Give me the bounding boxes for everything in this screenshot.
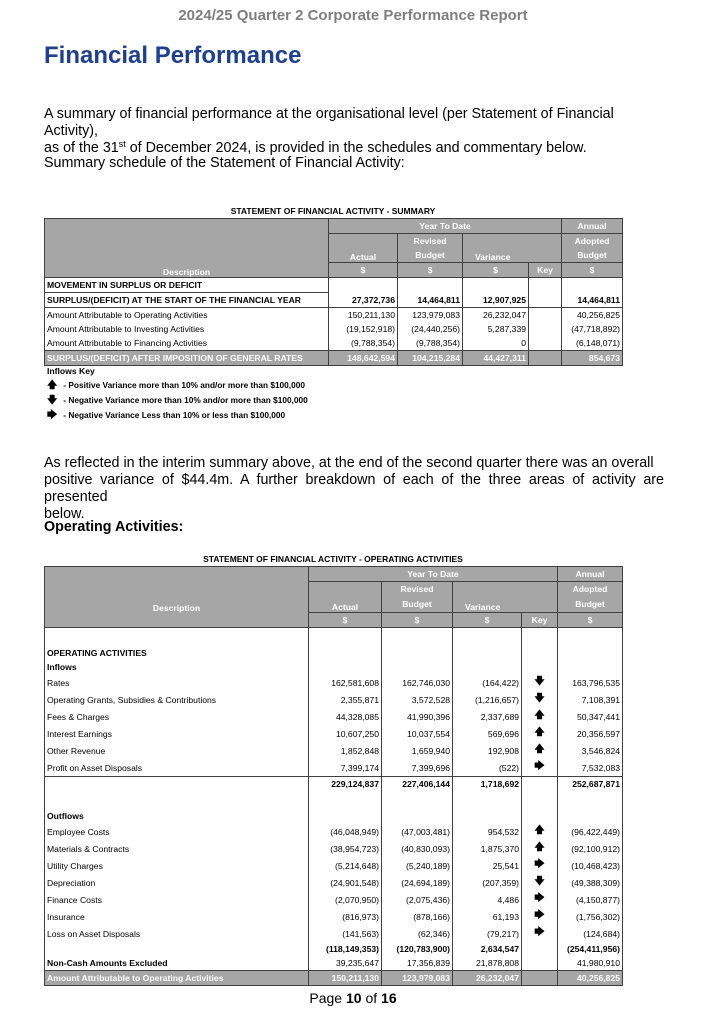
table-row <box>45 840 623 857</box>
key-item-text: - Negative Variance Less than 10% or less than $100,000 <box>61 410 286 420</box>
cell-actual: (5,214,648) <box>309 857 382 874</box>
cell-key <box>529 293 562 308</box>
table-row <box>45 308 623 323</box>
total-revised: 123,979,083 <box>382 971 453 986</box>
row-description: Interest Earnings <box>45 725 309 742</box>
inflows-key-title: Inflows Key <box>47 366 95 376</box>
arrow-right-icon: 🡆 <box>522 908 558 925</box>
cell-revised: (878,166) <box>382 908 453 925</box>
intro-line-1: A summary of financial performance at the organisational level (per Statement of Financial Activity), <box>44 106 614 139</box>
cell-revised: (24,694,189) <box>382 874 453 891</box>
cell-annual: 40,256,825 <box>562 308 623 323</box>
intro-superscript: st <box>118 139 126 149</box>
cell-annual: (10,468,423) <box>558 857 623 874</box>
col-header-description: Description <box>45 219 329 278</box>
arrow-up-icon: 🡅 <box>522 725 558 742</box>
subtotal-key <box>522 942 558 956</box>
cell-key <box>529 336 562 351</box>
subtotal-annual: 252,687,871 <box>558 777 623 792</box>
cell-revised: 162,746,030 <box>382 674 453 691</box>
subtotal-actual: (118,149,353) <box>309 942 382 956</box>
cell-revised: 41,990,396 <box>382 708 453 725</box>
cell-annual: 163,796,535 <box>558 674 623 691</box>
cell-key <box>529 322 562 336</box>
total-variance: 26,232,047 <box>453 971 522 986</box>
row-description: Insurance <box>45 908 309 925</box>
spacer-row <box>45 628 623 647</box>
cell-annual: 7,532,083 <box>558 759 623 777</box>
table-row <box>45 322 623 336</box>
row-description: Other Revenue <box>45 742 309 759</box>
arrow-right-icon: 🡆 <box>522 759 558 777</box>
arrow-right-icon: 🡆 <box>522 891 558 908</box>
section-row <box>45 646 623 660</box>
arrow-right-icon: 🡆 <box>522 925 558 942</box>
col-header-annual: Annual <box>558 567 623 582</box>
col-header-revised-budget: Revised Budget <box>382 582 453 613</box>
row-description: Amount Attributable to Financing Activities <box>45 336 329 351</box>
footer-middle: of <box>361 990 382 1006</box>
schedule-label: Summary schedule of the Statement of Financial Activity: <box>44 155 405 171</box>
row-description: Non-Cash Amounts Excluded <box>45 956 309 971</box>
page-total: 16 <box>381 990 397 1006</box>
table-row <box>45 857 623 874</box>
inflows-subtotal-row <box>45 777 623 792</box>
cell-variance: (522) <box>453 759 522 777</box>
cell-actual: 27,372,736 <box>329 293 398 308</box>
cell-annual: (49,388,309) <box>558 874 623 891</box>
cell-revised: (47,003,481) <box>382 823 453 840</box>
col-header-ytd: Year To Date <box>329 219 562 234</box>
subtotal-revised: 227,406,144 <box>382 777 453 792</box>
total-description: SURPLUS/(DEFICIT) AFTER IMPOSITION OF GENERAL RATES <box>45 351 329 366</box>
operating-table <box>44 566 623 986</box>
cell-revised: 3,572,528 <box>382 691 453 708</box>
table-row <box>45 823 623 840</box>
section-row <box>45 278 623 293</box>
cell-annual: (1,756,302) <box>558 908 623 925</box>
cell-revised: 7,399,696 <box>382 759 453 777</box>
section-label: OPERATING ACTIVITIES <box>45 646 309 660</box>
total-revised: 104,215,284 <box>398 351 463 366</box>
cell-actual: (46,048,949) <box>309 823 382 840</box>
inflows-label: Inflows <box>45 660 309 674</box>
table-row <box>45 293 623 308</box>
commentary-line-2: positive variance of $44.4m. A further breakdown of each of the three areas of activity are presented <box>44 472 664 505</box>
key-item-text: - Positive Variance more than 10% and/or more than $100,000 <box>61 380 305 390</box>
col-header-adopted-budget: Adopted Budget <box>558 582 623 613</box>
col-header-description: Description <box>45 567 309 628</box>
cell-annual: (6,148,071) <box>562 336 623 351</box>
row-description: Fees & Charges <box>45 708 309 725</box>
cell-actual: (38,954,723) <box>309 840 382 857</box>
row-description: SURPLUS/(DEFICIT) AT THE START OF THE FINANCIAL YEAR <box>45 293 329 308</box>
table-row <box>45 742 623 759</box>
arrow-down-icon: 🡇 <box>522 674 558 691</box>
arrow-up-icon: 🡅 <box>522 708 558 725</box>
col-header-adopted-budget: Adopted Budget <box>562 234 623 263</box>
commentary-line-1: As reflected in the interim summary above, at the end of the second quarter there was an overall <box>44 455 654 471</box>
col-header-actual: Actual <box>329 234 398 263</box>
cell-actual: (9,788,354) <box>329 336 398 351</box>
cell-revised: (62,346) <box>382 925 453 942</box>
cell-revised: (2,075,436) <box>382 891 453 908</box>
operating-table-caption: STATEMENT OF FINANCIAL ACTIVITY - OPERATING ACTIVITIES <box>203 554 463 564</box>
col-header-key: Key <box>529 263 562 278</box>
cell-variance: 61,193 <box>453 908 522 925</box>
col-header-key: Key <box>522 613 558 628</box>
cell-revised: 14,464,811 <box>398 293 463 308</box>
cell-annual: (4,150,877) <box>558 891 623 908</box>
unit-variance: $ <box>453 613 522 628</box>
unit-annual: $ <box>558 613 623 628</box>
cell-variance: 12,907,925 <box>463 293 529 308</box>
subtotal-revised: (120,783,900) <box>382 942 453 956</box>
outflows-label: Outflows <box>45 809 309 823</box>
cell-annual: (92,100,912) <box>558 840 623 857</box>
commentary-paragraph <box>44 455 664 523</box>
non-cash-row <box>45 956 623 971</box>
col-header-variance: Variance <box>463 234 562 263</box>
cell-variance: 5,287,339 <box>463 322 529 336</box>
total-description: Amount Attributable to Operating Activities <box>45 971 309 986</box>
row-description: Operating Grants, Subsidies & Contributions <box>45 691 309 708</box>
cell-revised: 123,979,083 <box>398 308 463 323</box>
table-row <box>45 691 623 708</box>
arrow-right-icon: 🡆 <box>522 857 558 874</box>
page-title: Financial Performance <box>44 42 302 69</box>
page-number: 10 <box>345 990 362 1006</box>
intro-line-2-post: of December 2024, is provided in the schedules and commentary below. <box>125 140 587 156</box>
cell-revised: 1,659,940 <box>382 742 453 759</box>
row-description: Utility Charges <box>45 857 309 874</box>
footer-prefix: Page <box>309 990 346 1006</box>
section-label: MOVEMENT IN SURPLUS OR DEFICIT <box>45 278 329 293</box>
unit-annual: $ <box>562 263 623 278</box>
col-header-revised-budget: Revised Budget <box>398 234 463 263</box>
table-row <box>45 708 623 725</box>
cell-actual: 150,211,130 <box>329 308 398 323</box>
row-description: Amount Attributable to Investing Activities <box>45 322 329 336</box>
subtotal-variance: 2,634,547 <box>453 942 522 956</box>
cell-revised: 10,037,554 <box>382 725 453 742</box>
row-description: Materials & Contracts <box>45 840 309 857</box>
cell-variance: (1,216,657) <box>453 691 522 708</box>
cell-revised: (40,830,093) <box>382 840 453 857</box>
arrow-right-icon: 🡆 <box>47 410 58 421</box>
row-description: Amount Attributable to Operating Activities <box>45 308 329 323</box>
cell-annual: 50,347,441 <box>558 708 623 725</box>
commentary-line-3: below. <box>44 506 85 522</box>
table-row <box>45 925 623 942</box>
cell-key <box>529 308 562 323</box>
cell-annual: 14,464,811 <box>562 293 623 308</box>
intro-line-2-pre: as of the 31 <box>44 140 119 156</box>
total-annual: 854,673 <box>562 351 623 366</box>
intro-paragraph <box>44 106 664 157</box>
cell-revised: (9,788,354) <box>398 336 463 351</box>
cell-actual: 162,581,608 <box>309 674 382 691</box>
cell-actual: (141,563) <box>309 925 382 942</box>
table-row <box>45 336 623 351</box>
cell-annual: 20,356,597 <box>558 725 623 742</box>
cell-annual: (124,684) <box>558 925 623 942</box>
cell-annual: 41,980,910 <box>558 956 623 971</box>
key-item-minor <box>47 408 308 423</box>
key-item-positive <box>47 378 308 393</box>
col-header-annual: Annual <box>562 219 623 234</box>
cell-variance: 569,696 <box>453 725 522 742</box>
subtotal-annual: (254,411,956) <box>558 942 623 956</box>
cell-actual: 7,399,174 <box>309 759 382 777</box>
cell-variance: 954,532 <box>453 823 522 840</box>
total-actual: 150,211,130 <box>309 971 382 986</box>
cell-actual: 10,607,250 <box>309 725 382 742</box>
operating-activities-heading: Operating Activities: <box>44 519 184 535</box>
key-item-negative <box>47 393 308 408</box>
arrow-up-icon: 🡅 <box>522 840 558 857</box>
row-description: Rates <box>45 674 309 691</box>
unit-revised: $ <box>398 263 463 278</box>
cell-actual: (816,973) <box>309 908 382 925</box>
row-description: Employee Costs <box>45 823 309 840</box>
table-row <box>45 891 623 908</box>
cell-key <box>522 956 558 971</box>
subtotal-key <box>522 777 558 792</box>
summary-table-caption: STATEMENT OF FINANCIAL ACTIVITY - SUMMARY <box>230 206 436 216</box>
unit-actual: $ <box>329 263 398 278</box>
spacer-row <box>45 791 623 809</box>
arrow-up-icon: 🡅 <box>522 823 558 840</box>
outflows-subtotal-row <box>45 942 623 956</box>
cell-actual: (24,901,548) <box>309 874 382 891</box>
cell-annual: 3,546,824 <box>558 742 623 759</box>
key-item-text: - Negative Variance more than 10% and/or more than $100,000 <box>61 395 308 405</box>
page-footer <box>0 990 706 1006</box>
cell-actual: 44,328,085 <box>309 708 382 725</box>
row-description: Loss on Asset Disposals <box>45 925 309 942</box>
cell-variance: 26,232,047 <box>463 308 529 323</box>
arrow-down-icon: 🡇 <box>522 874 558 891</box>
cell-annual: (96,422,449) <box>558 823 623 840</box>
table-row <box>45 874 623 891</box>
cell-variance: 1,875,370 <box>453 840 522 857</box>
table-row <box>45 908 623 925</box>
subtotal-variance: 1,718,692 <box>453 777 522 792</box>
unit-variance: $ <box>463 263 529 278</box>
table-row <box>45 725 623 742</box>
total-annual: 40,256,825 <box>558 971 623 986</box>
inflows-key-legend <box>47 364 308 423</box>
cell-actual: (2,070,950) <box>309 891 382 908</box>
cell-annual: 7,108,391 <box>558 691 623 708</box>
inflows-label-row <box>45 660 623 674</box>
cell-revised: 17,356,839 <box>382 956 453 971</box>
cell-variance: (79,217) <box>453 925 522 942</box>
arrow-up-icon: 🡅 <box>522 742 558 759</box>
row-description: Profit on Asset Disposals <box>45 759 309 777</box>
summary-table <box>44 218 623 366</box>
cell-variance: 2,337,689 <box>453 708 522 725</box>
row-description: Depreciation <box>45 874 309 891</box>
total-actual: 148,642,594 <box>329 351 398 366</box>
total-key <box>522 971 558 986</box>
cell-annual: (47,718,892) <box>562 322 623 336</box>
col-header-ytd: Year To Date <box>309 567 558 582</box>
cell-actual: 1,852,848 <box>309 742 382 759</box>
cell-variance: 25,541 <box>453 857 522 874</box>
cell-variance: 21,878,808 <box>453 956 522 971</box>
cell-variance: (164,422) <box>453 674 522 691</box>
total-row <box>45 971 623 986</box>
row-description: Finance Costs <box>45 891 309 908</box>
arrow-up-icon: 🡅 <box>47 380 58 391</box>
arrow-down-icon: 🡇 <box>522 691 558 708</box>
outflows-label-row <box>45 809 623 823</box>
unit-actual: $ <box>309 613 382 628</box>
unit-revised: $ <box>382 613 453 628</box>
cell-revised: (5,240,189) <box>382 857 453 874</box>
col-header-variance: Variance <box>453 582 558 613</box>
col-header-actual: Actual <box>309 582 382 613</box>
cell-variance: 192,908 <box>453 742 522 759</box>
cell-actual: (19,152,918) <box>329 322 398 336</box>
table-row <box>45 674 623 691</box>
cell-variance: 4,486 <box>453 891 522 908</box>
arrow-down-icon: 🡇 <box>47 395 58 406</box>
subtotal-description <box>45 942 309 956</box>
cell-actual: 39,235,647 <box>309 956 382 971</box>
cell-variance: 0 <box>463 336 529 351</box>
table-row <box>45 759 623 777</box>
subtotal-actual: 229,124,837 <box>309 777 382 792</box>
cell-revised: (24,440,256) <box>398 322 463 336</box>
cell-variance: (207,359) <box>453 874 522 891</box>
total-key <box>529 351 562 366</box>
total-variance: 44,427,311 <box>463 351 529 366</box>
cell-actual: 2,355,871 <box>309 691 382 708</box>
subtotal-description <box>45 777 309 792</box>
report-header-title: 2024/25 Quarter 2 Corporate Performance Report <box>178 7 528 24</box>
